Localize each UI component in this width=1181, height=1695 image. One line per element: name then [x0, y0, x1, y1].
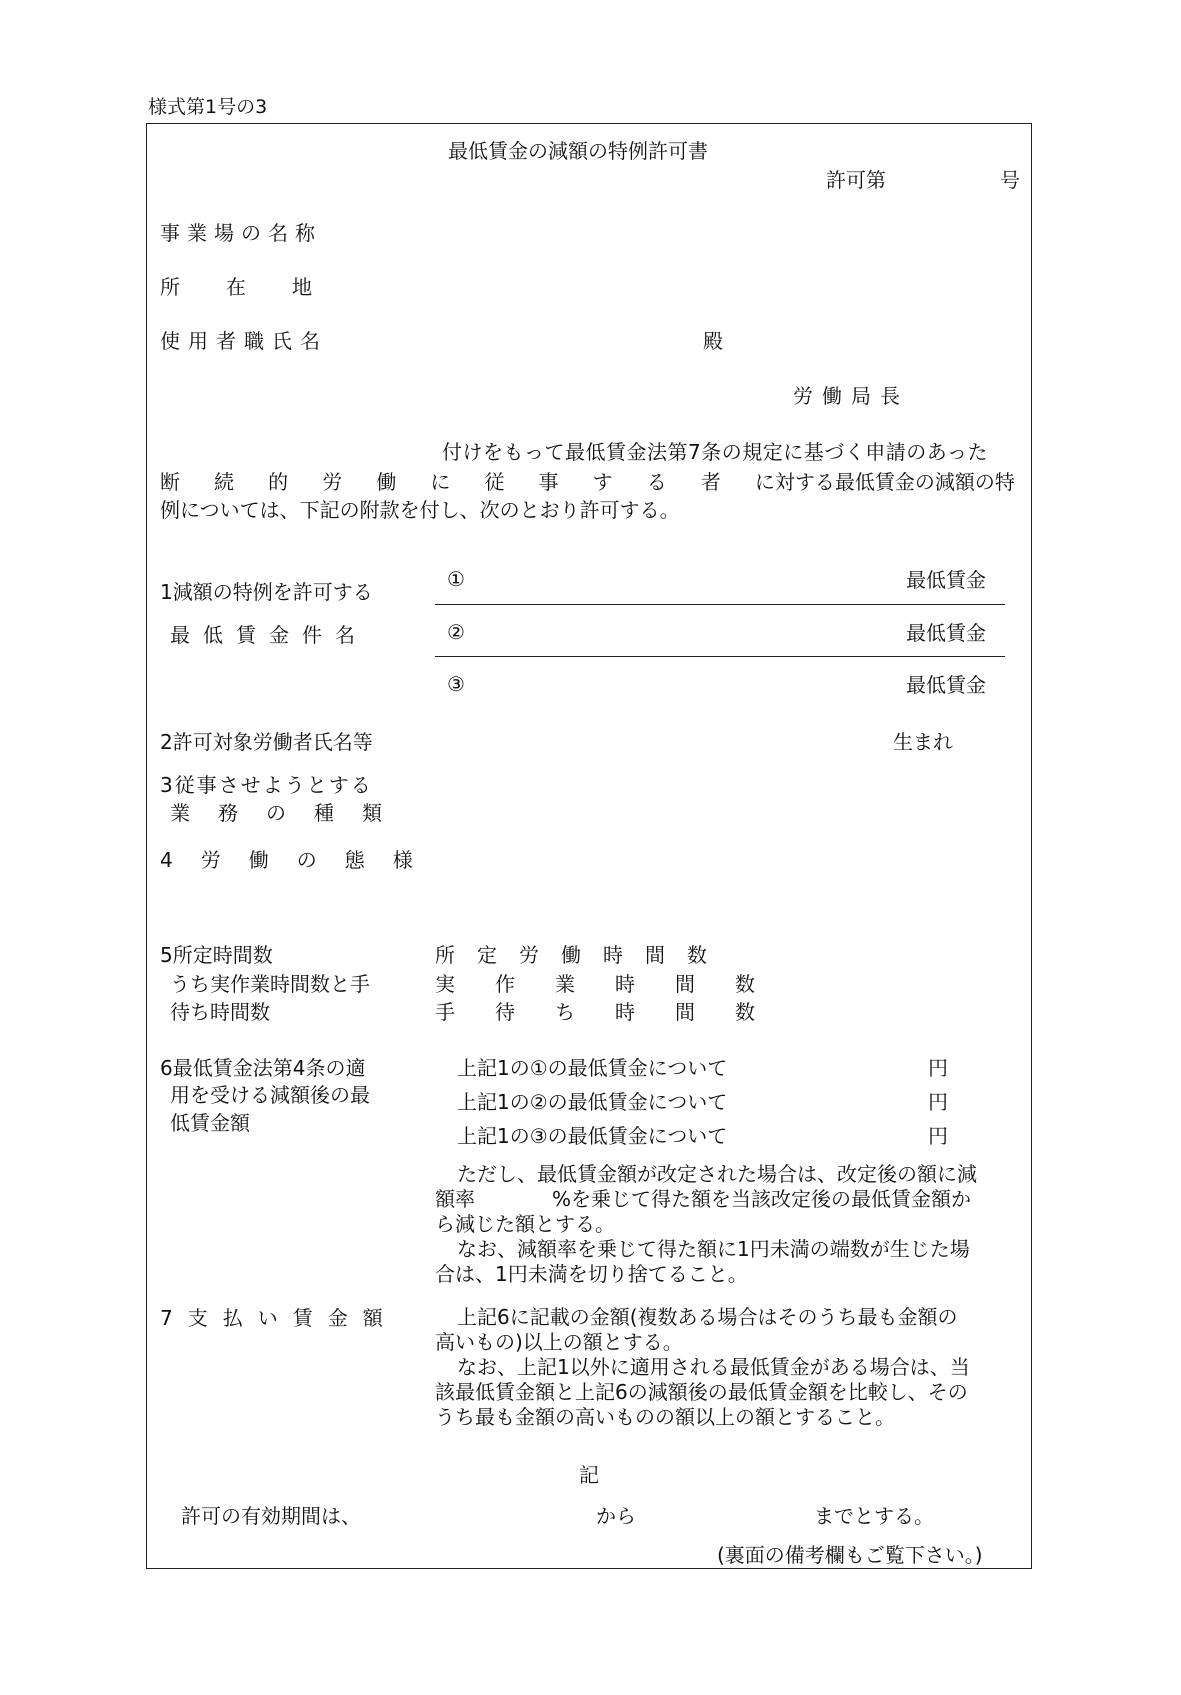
validity-label: 許可の有効期間は、 [181, 1504, 361, 1528]
ki-mark: 記 [579, 1463, 599, 1487]
section2-label: 2許可対象労働者氏名等 [160, 730, 373, 754]
section6-note1-line2b: %を乗じて得た額を当該改定後の最低賃金額か [552, 1187, 972, 1211]
section6-row2-text: 上記1の②の最低賃金について [457, 1090, 728, 1114]
section6-row2-unit: 円 [928, 1090, 948, 1114]
validity-until: までとする。 [814, 1504, 934, 1528]
permit-number-prefix: 許可第 [826, 168, 886, 192]
section1-row3-suffix: 最低賃金 [906, 673, 986, 697]
section6-note1-line3: ら減じた額とする。 [435, 1212, 615, 1236]
section1-row2-suffix: 最低賃金 [906, 621, 986, 645]
section5-label-line1: 5所定時間数 [160, 943, 273, 967]
intro-char: に [430, 470, 451, 494]
section6-label-line1: 6最低賃金法第4条の適 [160, 1056, 366, 1080]
intro-char: す [592, 470, 613, 494]
section3-label-line1: 3従事させようとする [160, 773, 373, 797]
section1-rule-1 [435, 604, 1005, 605]
document-title: 最低賃金の減額の特例許可書 [448, 139, 708, 163]
section1-label-line1: 1減額の特例を許可する [160, 580, 373, 604]
section6-row1-text: 上記1の①の最低賃金について [457, 1056, 728, 1080]
business-name-label: 事業場の名称 [160, 221, 322, 245]
intro-char: 事 [538, 470, 559, 494]
section7-para1-line1: 上記6に記載の金額(複数ある場合はそのうち最も金額の [457, 1305, 958, 1329]
intro-char: る [646, 470, 667, 494]
intro-char: 続 [214, 470, 235, 494]
section5-item-3: 手待ち時間数 [435, 1000, 795, 1024]
intro-char: 者 [700, 470, 721, 494]
section1-row2-num: ② [447, 620, 465, 644]
location-label: 所在地 [160, 275, 358, 299]
section7-para2-line1: なお、上記1以外に適用される最低賃金がある場合は、当 [457, 1355, 970, 1379]
section1-label-line2: 最低賃金件名 [170, 623, 368, 647]
section7-para1-line2: 高いもの)以上の額とする。 [435, 1330, 683, 1354]
form-number: 様式第1号の3 [148, 96, 268, 118]
section5-item-1: 所定労働時間数 [435, 943, 729, 967]
employer-label: 使用者職氏名 [160, 329, 328, 353]
section7-label: 7支払い賃金額 [160, 1306, 398, 1330]
section6-label-line3: 低賃金額 [170, 1111, 250, 1135]
intro-line-2 [160, 470, 1015, 494]
honorific: 殿 [703, 329, 723, 353]
intro-line-1: 付けをもって最低賃金法第7条の規定に基づく申請のあった [442, 440, 989, 464]
section6-row1-unit: 円 [928, 1056, 948, 1080]
validity-from: から [596, 1504, 636, 1528]
section5-item-2: 実作業時間数 [435, 972, 795, 996]
section4-label: 4労働の態様 [160, 848, 441, 872]
intro-char: 働 [376, 470, 397, 494]
section1-row1-suffix: 最低賃金 [906, 568, 986, 592]
born-label: 生まれ [893, 730, 953, 754]
section6-note2-line2: 合は、1円未満を切り捨てること。 [435, 1262, 748, 1286]
intro-char: 的 [268, 470, 289, 494]
section3-label-line2: 業務の種類 [170, 801, 410, 825]
section6-row3-text: 上記1の③の最低賃金について [457, 1124, 728, 1148]
section6-row3-unit: 円 [928, 1124, 948, 1148]
intro-char: 断 [160, 470, 180, 494]
section5-label-line3: 待ち時間数 [170, 1000, 270, 1024]
permit-number-suffix: 号 [1000, 168, 1020, 192]
section6-note1-line2a: 額率 [435, 1187, 475, 1211]
footnote: (裏面の備考欄もご覧下さい。) [717, 1543, 983, 1567]
section5-label-line2: うち実作業時間数と手 [170, 972, 370, 996]
section1-row3-num: ③ [447, 672, 465, 696]
issuer-title: 労働局長 [793, 384, 909, 408]
intro-tail: に対する最低賃金の減額の特 [754, 470, 1015, 494]
section6-note1-line1: ただし、最低賃金額が改定された場合は、改定後の額に減 [457, 1162, 977, 1186]
section1-rule-2 [435, 656, 1005, 657]
intro-char: 労 [322, 470, 343, 494]
section1-row1-num: ① [447, 567, 465, 591]
section7-para2-line2: 該最低賃金額と上記6の減額後の最低賃金額を比較し、その [435, 1380, 968, 1404]
section6-note2-line1: なお、減額率を乗じて得た額に1円未満の端数が生じた場 [457, 1237, 970, 1261]
intro-line-3: 例については、下記の附款を付し、次のとおり許可する。 [160, 498, 680, 522]
section7-para2-line3: うち最も金額の高いものの額以上の額とすること。 [435, 1405, 895, 1429]
intro-char: 従 [484, 470, 505, 494]
section6-label-line2: 用を受ける減額後の最 [170, 1083, 370, 1107]
